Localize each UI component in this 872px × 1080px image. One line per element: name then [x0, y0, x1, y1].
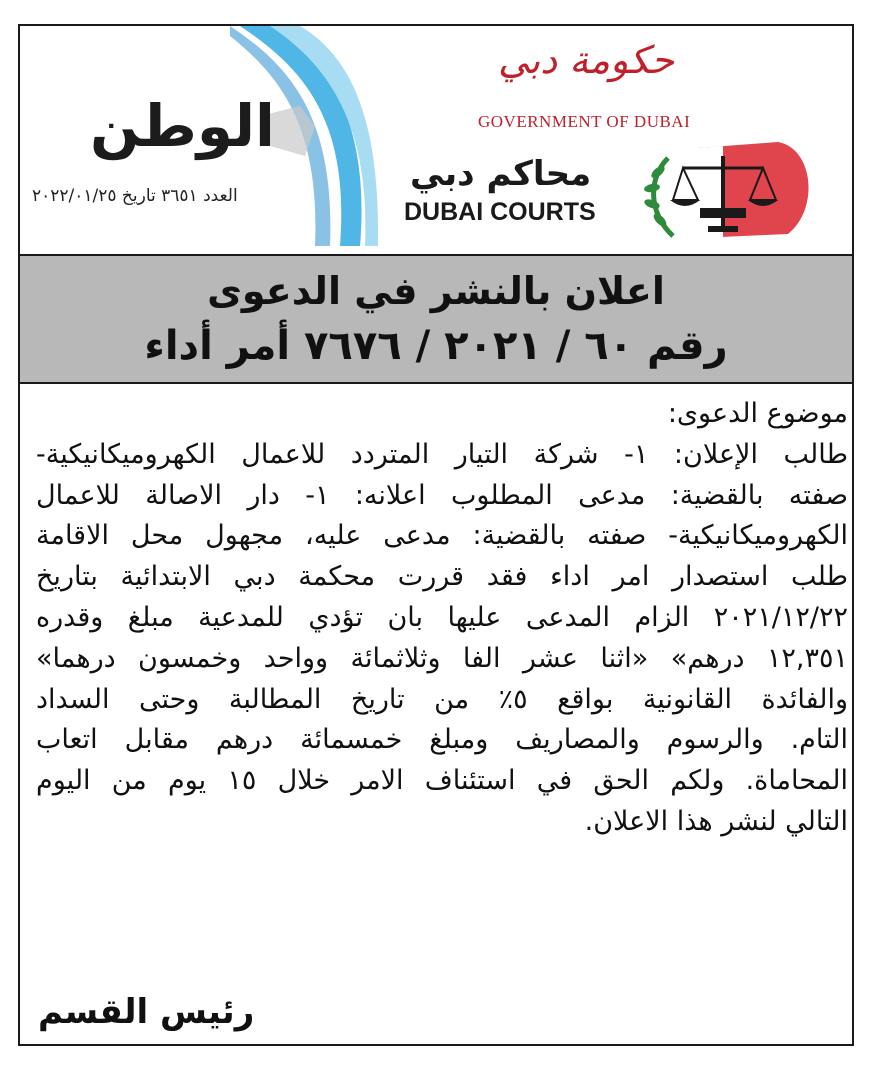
- body-line: صفته بالقضية: مدعى المطلوب اعلانه: ١- دار الاصالة للاعمال: [36, 479, 848, 511]
- body-line: طلب استصدار امر اداء فقد قررت محكمة دبي الابتدائية بتاريخ: [36, 561, 848, 593]
- government-logo-arabic: حكومة دبي: [498, 38, 675, 82]
- signature: رئيس القسم: [38, 992, 255, 1032]
- body-line: ٢٠٢١/١٢/٢٢ الزام المدعى عليها بان تؤدي للمدعية مبلغ وقدره: [36, 601, 848, 633]
- issue-line: العدد ٣٦٥١ تاريخ ٢٠٢٢/٠١/٢٥: [32, 186, 238, 206]
- body-line: التالي لنشر هذا الاعلان.: [584, 805, 848, 837]
- notice-body: [36, 394, 848, 843]
- body-line: موضوع الدعوى:: [667, 398, 848, 429]
- newspaper-logo: الوطن: [90, 92, 275, 160]
- body-line: طالب الإعلان: ١- شركة التيار المتردد للاعمال الكهروميكانيكية-: [36, 438, 848, 470]
- header: [20, 26, 852, 256]
- dubai-courts-scales-emblem-icon: [628, 138, 814, 242]
- body-line: الكهروميكانيكية- صفته بالقضية: مدعى عليه، مجهول محل الاقامة: [36, 520, 848, 552]
- body-line: التام. والرسوم والمصاريف ومبلغ خمسمائة درهم مقابل اتعاب: [36, 724, 848, 756]
- notice-title-band: [20, 254, 852, 384]
- case-number: رقم ٦٠ / ٢٠٢١ / ٧٦٧٦ أمر أداء: [144, 323, 728, 369]
- notice-frame: [18, 24, 854, 1046]
- body-line: المحاماة. ولكم الحق في استئناف الامر خلال ١٥ يوم من اليوم: [36, 765, 849, 797]
- courts-name-arabic: محاكم دبي: [410, 154, 592, 194]
- notice-title: اعلان بالنشر في الدعوى: [207, 269, 665, 313]
- government-logo-english: GOVERNMENT OF DUBAI: [478, 112, 691, 131]
- body-line: والفائدة القانونية بواقع ٥٪ من تاريخ المطالبة وحتى السداد: [36, 683, 849, 715]
- body-line: ١٢,٣٥١ درهم» «اثنا عشر الفا وثلاثمائة وواحد وخمسون درهما»: [36, 642, 848, 674]
- courts-name-english: DUBAI COURTS: [404, 198, 596, 226]
